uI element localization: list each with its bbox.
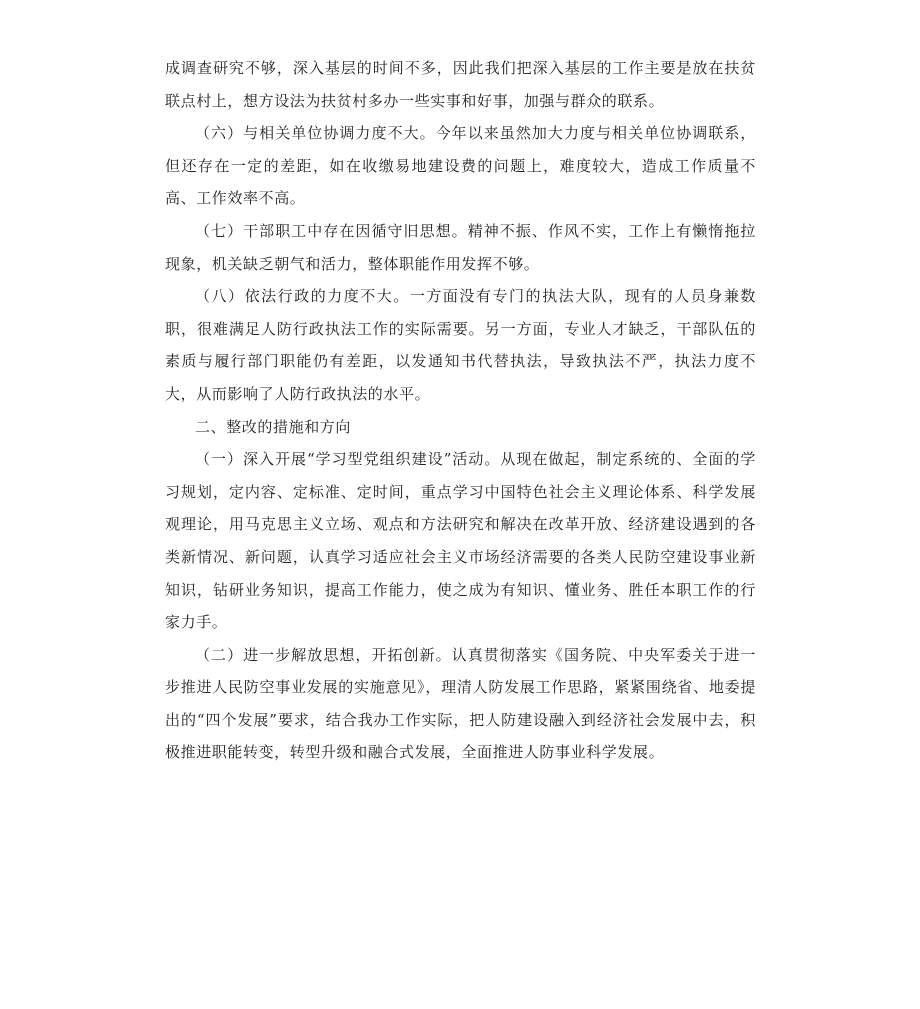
paragraph-measure-2: （二）进一步解放思想，开拓创新。认真贯彻落实《国务院、中央军委关于进一步推进人民防空事业发展的实施意见》，理清人防发展工作思路，紧紧围绕省、地委提出的“四个发展”要求，结合我办工作实际，把人防建设融入到经济社会发展中去，积极推进职能转变，转型升级和融合式发展，全面推进人防事业科学发展。 xyxy=(165,645,756,762)
paragraph-continuation: 成调查研究不够，深入基层的时间不多，因此我们把深入基层的工作主要是放在扶贫联点村上，想方设法为扶贫村多办一些实事和好事，加强与群众的联系。 xyxy=(165,59,756,110)
paragraph-measure-1: （一）深入开展“学习型党组织建设”活动。从现在做起，制定系统的、全面的学习规划，定内容、定标准、定时间，重点学习中国特色社会主义理论体系、科学发展观理论，用马克思主义立场、观点和方法研究和解决在改革开放、经济建设遇到的各类新情况、新问题，认真学习适应社会主义市场经济需要的各类人民防空建设事业新知识，钻研业务知识，提高工作能力，使之成为有知识、懂业务、胜任本职工作的行家力手。 xyxy=(165,450,756,632)
document-body xyxy=(165,52,756,769)
paragraph-item-7: （七）干部职工中存在因循守旧思想。精神不振、作风不实，工作上有懒惰拖拉现象，机关缺乏朝气和活力，整体职能作用发挥不够。 xyxy=(165,221,756,273)
section-heading-2: 二、整改的措施和方向 xyxy=(195,417,352,436)
paragraph-item-6: （六）与相关单位协调力度不大。今年以来虽然加大力度与相关单位协调联系，但还存在一定的差距，如在收缴易地建设费的问题上，难度较大，造成工作质量不高、工作效率不高。 xyxy=(165,124,756,208)
paragraph-item-8: （八）依法行政的力度不大。一方面没有专门的执法大队，现有的人员身兼数职，很难满足人防行政执法工作的实际需要。另一方面，专业人才缺乏，干部队伍的素质与履行部门职能仍有差距，以发通知书代替执法，导致执法不严，执法力度不大，从而影响了人防行政执法的水平。 xyxy=(165,287,756,403)
